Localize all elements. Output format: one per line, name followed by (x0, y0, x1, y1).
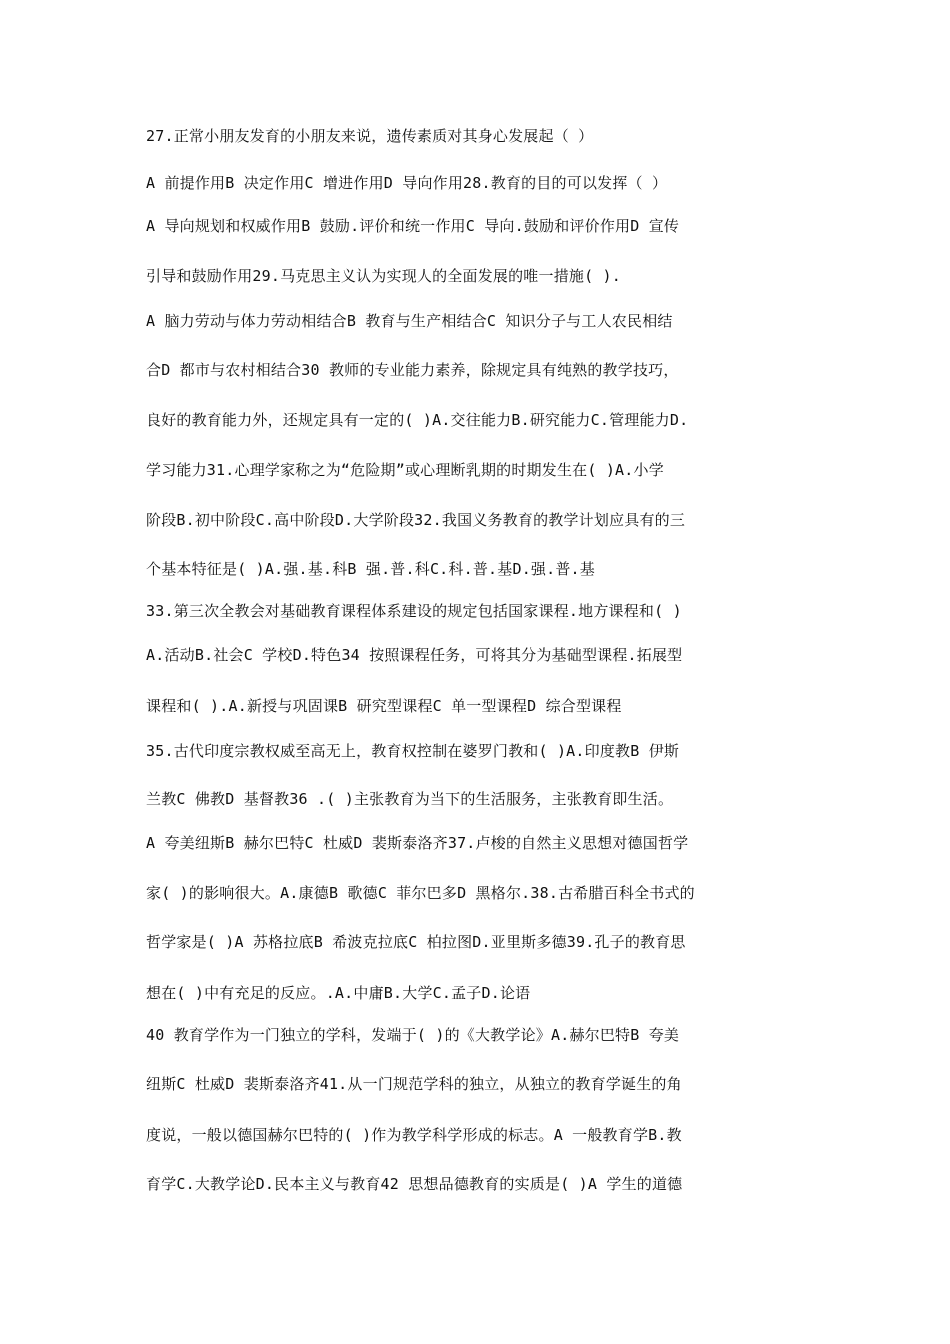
text-line-15: 兰教C 佛教D 基督教36 .( )主张教育为当下的生活服务，主张教育即生活。 (146, 790, 674, 808)
text-line-4: 引导和鼓励作用29.马克思主义认为实现人的全面发展的唯一措施( ). (146, 267, 622, 285)
text-line-9: 阶段B.初中阶段C.高中阶段D.大学阶段32.我国义务教育的教学计划应具有的三 (146, 511, 686, 529)
text-line-2: A 前提作用B 决定作用C 增进作用D 导向作用28.教育的目的可以发挥（ ） (146, 174, 668, 192)
text-line-23: 育学C.大教学论D.民本主义与教育42 思想品德教育的实质是( )A 学生的道德 (146, 1175, 683, 1193)
text-line-17: 家( )的影响很大。A.康德B 歌德C 菲尔巴多D 黑格尔.38.古希腊百科全书式的 (146, 884, 695, 902)
text-line-22: 度说，一般以德国赫尔巴特的( )作为教学科学形成的标志。A 一般教育学B.教 (146, 1126, 682, 1144)
text-line-5: A 脑力劳动与体力劳动相结合B 教育与生产相结合C 知识分子与工人农民相结 (146, 312, 673, 330)
text-line-10: 个基本特征是( )A.强.基.科B 强.普.科C.科.普.基D.强.普.基 (146, 560, 595, 578)
text-line-13: 课程和( ).A.新授与巩固课B 研究型课程C 单一型课程D 综合型课程 (146, 697, 622, 715)
text-line-18: 哲学家是( )A 苏格拉底B 希波克拉底C 柏拉图D.亚里斯多德39.孔子的教育思 (146, 933, 686, 951)
text-line-3: A 导向规划和权威作用B 鼓励.评价和统一作用C 导向.鼓励和评价作用D 宣传 (146, 217, 680, 235)
text-line-16: A 夸美纽斯B 赫尔巴特C 杜威D 裴斯泰洛齐37.卢梭的自然主义思想对德国哲学 (146, 834, 689, 852)
text-line-1: 27.正常小朋友发育的小朋友来说，遗传素质对其身心发展起（ ） (146, 127, 594, 145)
text-line-20: 40 教育学作为一门独立的学科，发端于( )的《大教学论》A.赫尔巴特B 夸美 (146, 1026, 680, 1044)
text-line-11: 33.第三次全教会对基础教育课程体系建设的规定包括国家课程.地方课程和( ) (146, 602, 682, 620)
text-line-6: 合D 都市与农村相结合30 教师的专业能力素养，除规定具有纯熟的教学技巧， (146, 361, 679, 379)
text-line-8: 学习能力31.心理学家称之为“危险期”或心理断乳期的时期发生在( )A.小学 (146, 461, 664, 479)
text-line-7: 良好的教育能力外，还规定具有一定的( )A.交往能力B.研究能力C.管理能力D. (146, 411, 689, 429)
text-line-14: 35.古代印度宗教权威至高无上，教育权控制在婆罗门教和( )A.印度教B 伊斯 (146, 742, 680, 760)
text-line-12: A.活动B.社会C 学校D.特色34 按照课程任务，可将其分为基础型课程.拓展型 (146, 646, 683, 664)
text-line-19: 想在( )中有充足的反应。.A.中庸B.大学C.孟子D.论语 (146, 984, 531, 1002)
text-line-21: 纽斯C 杜威D 裴斯泰洛齐41.从一门规范学科的独立，从独立的教育学诞生的角 (146, 1075, 682, 1093)
